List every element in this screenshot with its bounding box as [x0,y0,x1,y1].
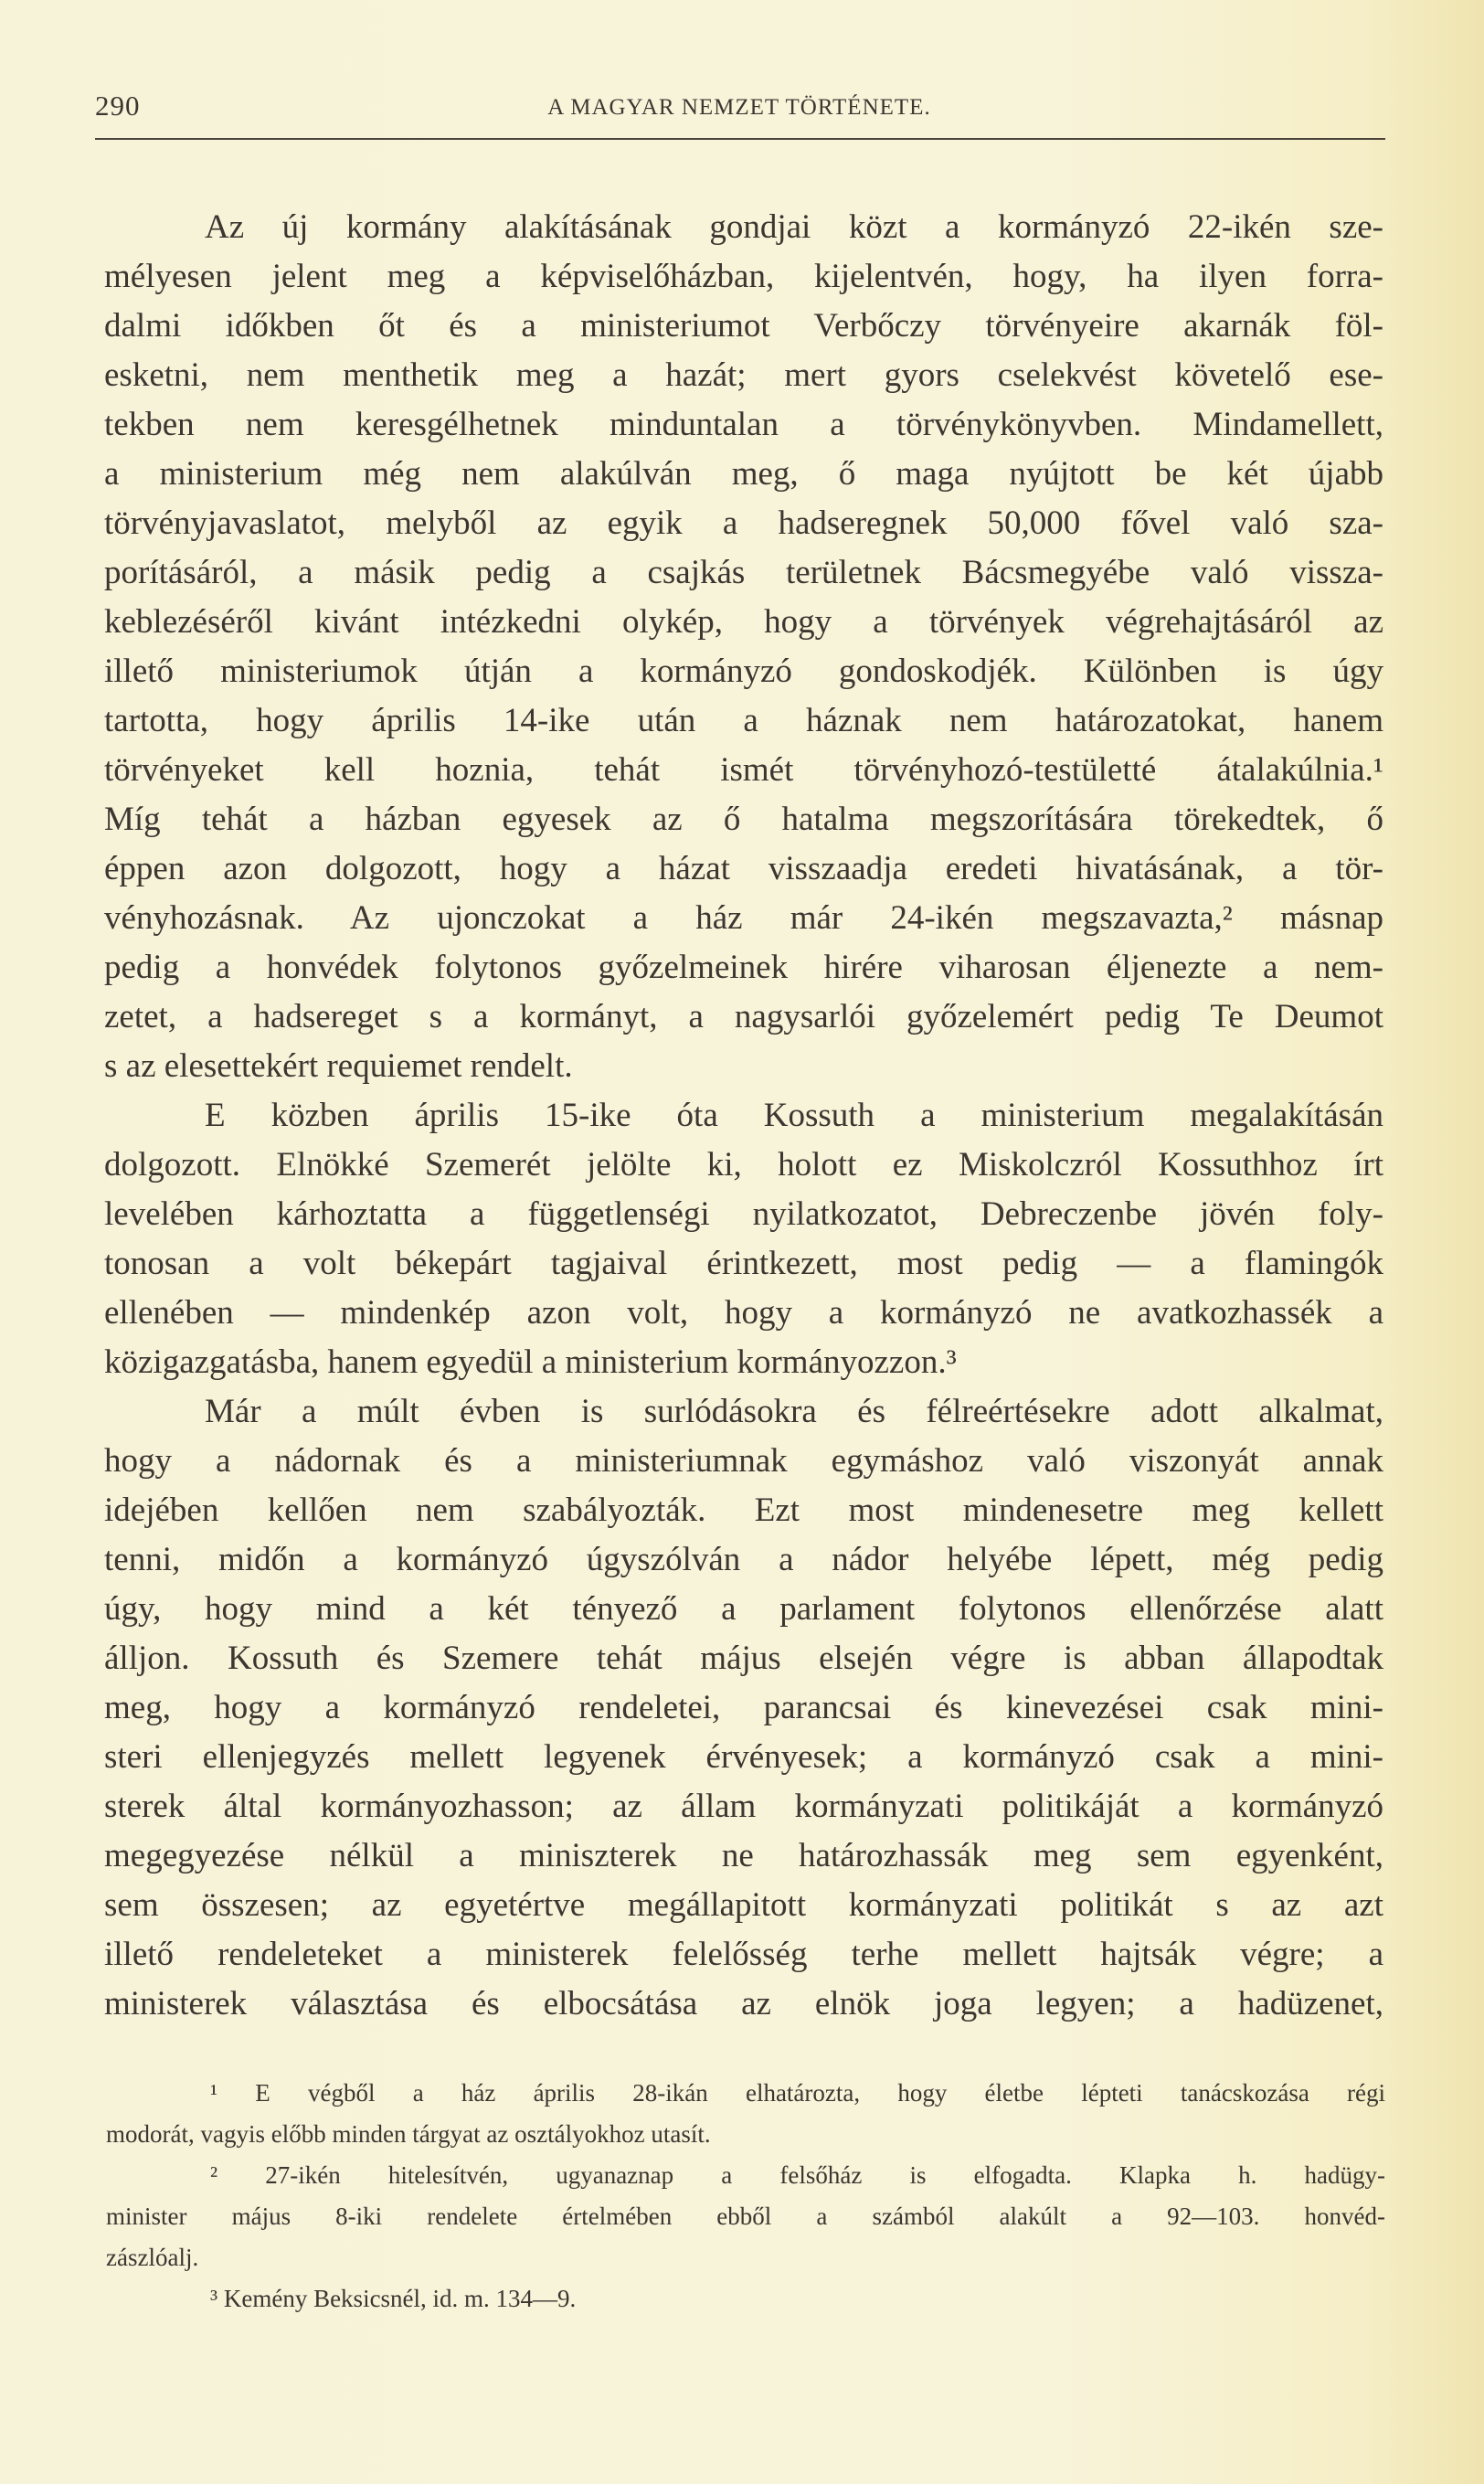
text-line: Már a múlt évben is surlódásokra és félreértésekre adott alkalmat, [205,1393,1383,1430]
text-line: E közben április 15-ike óta Kossuth a ministerium megalakításán [205,1097,1383,1134]
text-line: porításáról, a másik pedig a csajkás területnek Bácsmegyébe való vissza- [104,554,1383,591]
footnotes [106,2073,1385,2319]
text-line: törvényjavaslatot, melyből az egyik a hadseregnek 50,000 fővel való sza- [104,504,1383,542]
text-line: tonosan a volt békepárt tagjaival érintkezett, most pedig — a flamingók [104,1245,1383,1282]
text-line: illető rendeleteket a ministerek felelősség terhe mellett hajtsák végre; a [104,1936,1383,1973]
header-rule [95,138,1385,140]
text-line: vényhozásnak. Az ujonczokat a ház már 24-ikén megszavazta,² másnap [104,899,1383,937]
footnote [106,2155,1385,2278]
footnote-line: ² 27-ikén hitelesítvén, ugyanaznap a felsőház is elfogadta. Klapka h. hadügy- [210,2161,1385,2189]
text-line: ellenében — mindenkép azon volt, hogy a kormányzó ne avatkozhassék a [104,1294,1383,1332]
footnote-line: modorát, vagyis előbb minden tárgyat az osztályokhoz utasít. [106,2120,711,2148]
text-line: meg, hogy a kormányzó rendeletei, parancsai és kinevezései csak mini- [104,1689,1383,1726]
text-line: sem összesen; az egyetértve megállapitott kormányzati politikát s az azt [104,1886,1383,1924]
text-line: törvényeket kell hoznia, tehát ismét törvényhozó-testületté átalakúlnia.¹ [104,751,1383,789]
page-number: 290 [95,90,141,122]
text-line: álljon. Kossuth és Szemere tehát május elsején végre is abban állapodtak [104,1640,1383,1677]
text-line: sterek által kormányozhasson; az állam kormányzati politikáját a kormányzó [104,1788,1383,1825]
text-line: keblezéséről kivánt intézkedni olykép, hogy a törvények végrehajtásáról az [104,603,1383,641]
text-line: illető ministeriumok útján a kormányzó gondoskodjék. Különben is úgy [104,653,1383,690]
text-line: esketni, nem menthetik meg a hazát; mert gyors cselekvést követelő ese- [104,356,1383,394]
text-line: idejében kellően nem szabályozták. Ezt most mindenesetre meg kellett [104,1491,1383,1529]
text-line: steri ellenjegyzés mellett legyenek érvényesek; a kormányzó csak a mini- [104,1738,1383,1776]
footnote-line: ¹ E végből a ház április 28-ikán elhatározta, hogy életbe lépteti tanácskozása régi [210,2079,1385,2107]
footnote-line: minister május 8-iki rendelete értelmében ebből a számból alakúlt a 92—103. honvéd- [106,2203,1385,2230]
text-line: tenni, midőn a kormányzó úgyszólván a nádor helyébe lépett, még pedig [104,1541,1383,1578]
paragraph [104,1091,1383,1387]
text-line: megegyezése nélkül a miniszterek ne határozhassák meg sem egyenként, [104,1837,1383,1874]
text-line: a ministerium még nem alakúlván meg, ő maga nyújtott be két újabb [104,455,1383,493]
text-line: zetet, a hadsereget s a kormányt, a nagysarlói győzelemért pedig Te Deumot [104,998,1383,1035]
text-line: úgy, hogy mind a két tényező a parlament folytonos ellenőrzése alatt [104,1590,1383,1628]
text-line: dalmi időkben őt és a ministeriumot Verbőczy törvényeire akarnák föl- [104,307,1383,345]
text-line: pedig a honvédek folytonos győzelmeinek hirére viharosan éljenezte a nem- [104,949,1383,986]
text-line: dolgozott. Elnökké Szemerét jelölte ki, holott ez Miskolczról Kossuthhoz írt [104,1146,1383,1184]
text-line: hogy a nádornak és a ministeriumnak egymáshoz való viszonyát annak [104,1442,1383,1480]
running-title: A MAGYAR NEMZET TÖRTÉNETE. [547,95,931,120]
text-line: ministerek választása és elbocsátása az elnök joga legyen; a hadüzenet, [104,1985,1383,2022]
text-line: s az elesettekért requiemet rendelt. [104,1047,573,1085]
footnote-line: zászlóalj. [106,2244,199,2271]
text-line: közigazgatásba, hanem egyedül a ministerium kormányozzon.³ [104,1343,957,1381]
text-line: tekben nem keresgélhetnek minduntalan a törvénykönyvben. Mindamellett, [104,406,1383,443]
paragraph [104,203,1383,1091]
text-line: Míg tehát a házban egyesek az ő hatalma megszorítására törekedtek, ő [104,801,1383,838]
page-header [95,90,1383,135]
body-text [104,203,1383,2029]
text-line: tartotta, hogy április 14-ike után a háznak nem határozatokat, hanem [104,702,1383,739]
text-line: mélyesen jelent meg a képviselőházban, kijelentvén, hogy, ha ilyen forra- [104,258,1383,295]
text-line: éppen azon dolgozott, hogy a házat visszaadja eredeti hivatásának, a tör- [104,850,1383,887]
text-line: Az új kormány alakításának gondjai közt a kormányzó 22-ikén sze- [205,208,1383,246]
paragraph [104,1387,1383,2029]
footnote [106,2073,1385,2155]
footnote-line: ³ Kemény Beksicsnél, id. m. 134—9. [210,2285,577,2312]
footnote [106,2278,1385,2319]
text-line: levelében kárhoztatta a függetlenségi nyilatkozatot, Debreczenbe jövén foly- [104,1195,1383,1233]
